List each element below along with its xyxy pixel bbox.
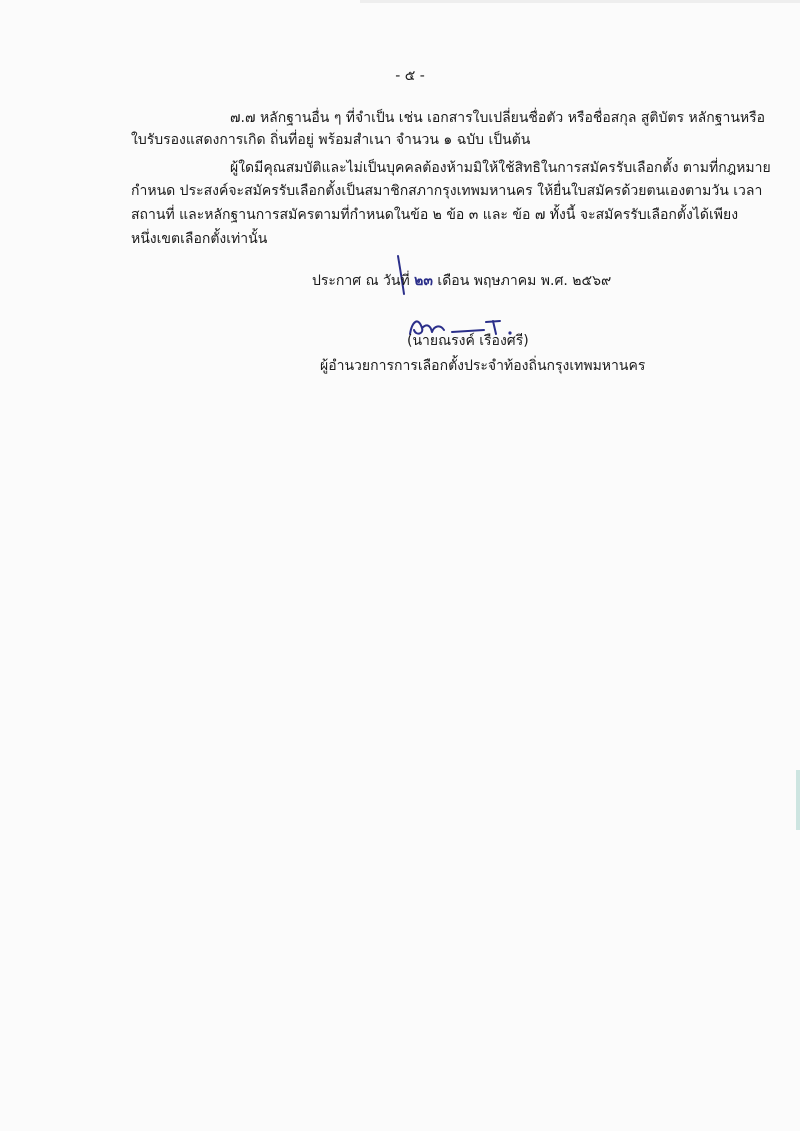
paragraph-2-line-1: ผู้ใดมีคุณสมบัติและไม่เป็นบุคคลต้องห้ามมิให้ใช้สิทธิในการสมัครรับเลือกตั้ง ตามที่กฎหมาย bbox=[230, 160, 771, 176]
announcement-date-line bbox=[312, 271, 611, 291]
paragraph-2-line-3: สถานที่ และหลักฐานการสมัครตามที่กำหนดในข้อ ๒ ข้อ ๓ และ ข้อ ๗ ทั้งนี้ จะสมัครรับเลือกตั้งได้เพียง bbox=[131, 207, 739, 223]
signatory-name: (นายณรงค์ เรืองศรี) bbox=[407, 333, 529, 349]
paragraph-1-line-1: ๗.๗ หลักฐานอื่น ๆ ที่จำเป็น เช่น เอกสารใบเปลี่ยนชื่อตัว หรือชื่อสกุล สูติบัตร หลักฐานหรือ bbox=[230, 110, 766, 126]
scan-artifact-edge bbox=[796, 770, 800, 830]
paragraph-1-line-2: ใบรับรองแสดงการเกิด ถิ่นที่อยู่ พร้อมสำเนา จำนวน ๑ ฉบับ เป็นต้น bbox=[131, 132, 531, 148]
scan-artifact-top bbox=[360, 0, 800, 3]
announcement-suffix: เดือน พฤษภาคม พ.ศ. ๒๕๖๙ bbox=[437, 273, 612, 289]
paragraph-2-line-2: กำหนด ประสงค์จะสมัครรับเลือกตั้งเป็นสมาชิกสภากรุงเทพมหานคร ให้ยื่นใบสมัครด้วยตนเองตามวัน เวลา bbox=[131, 183, 763, 199]
announcement-day: ๒๓ bbox=[414, 273, 433, 289]
page-number: - ๕ - bbox=[395, 68, 425, 84]
paragraph-2-line-4: หนึ่งเขตเลือกตั้งเท่านั้น bbox=[131, 231, 268, 247]
signatory-title: ผู้อำนวยการการเลือกตั้งประจำท้องถิ่นกรุงเทพมหานคร bbox=[320, 358, 646, 374]
announcement-prefix: ประกาศ ณ วันที่ bbox=[312, 273, 410, 289]
